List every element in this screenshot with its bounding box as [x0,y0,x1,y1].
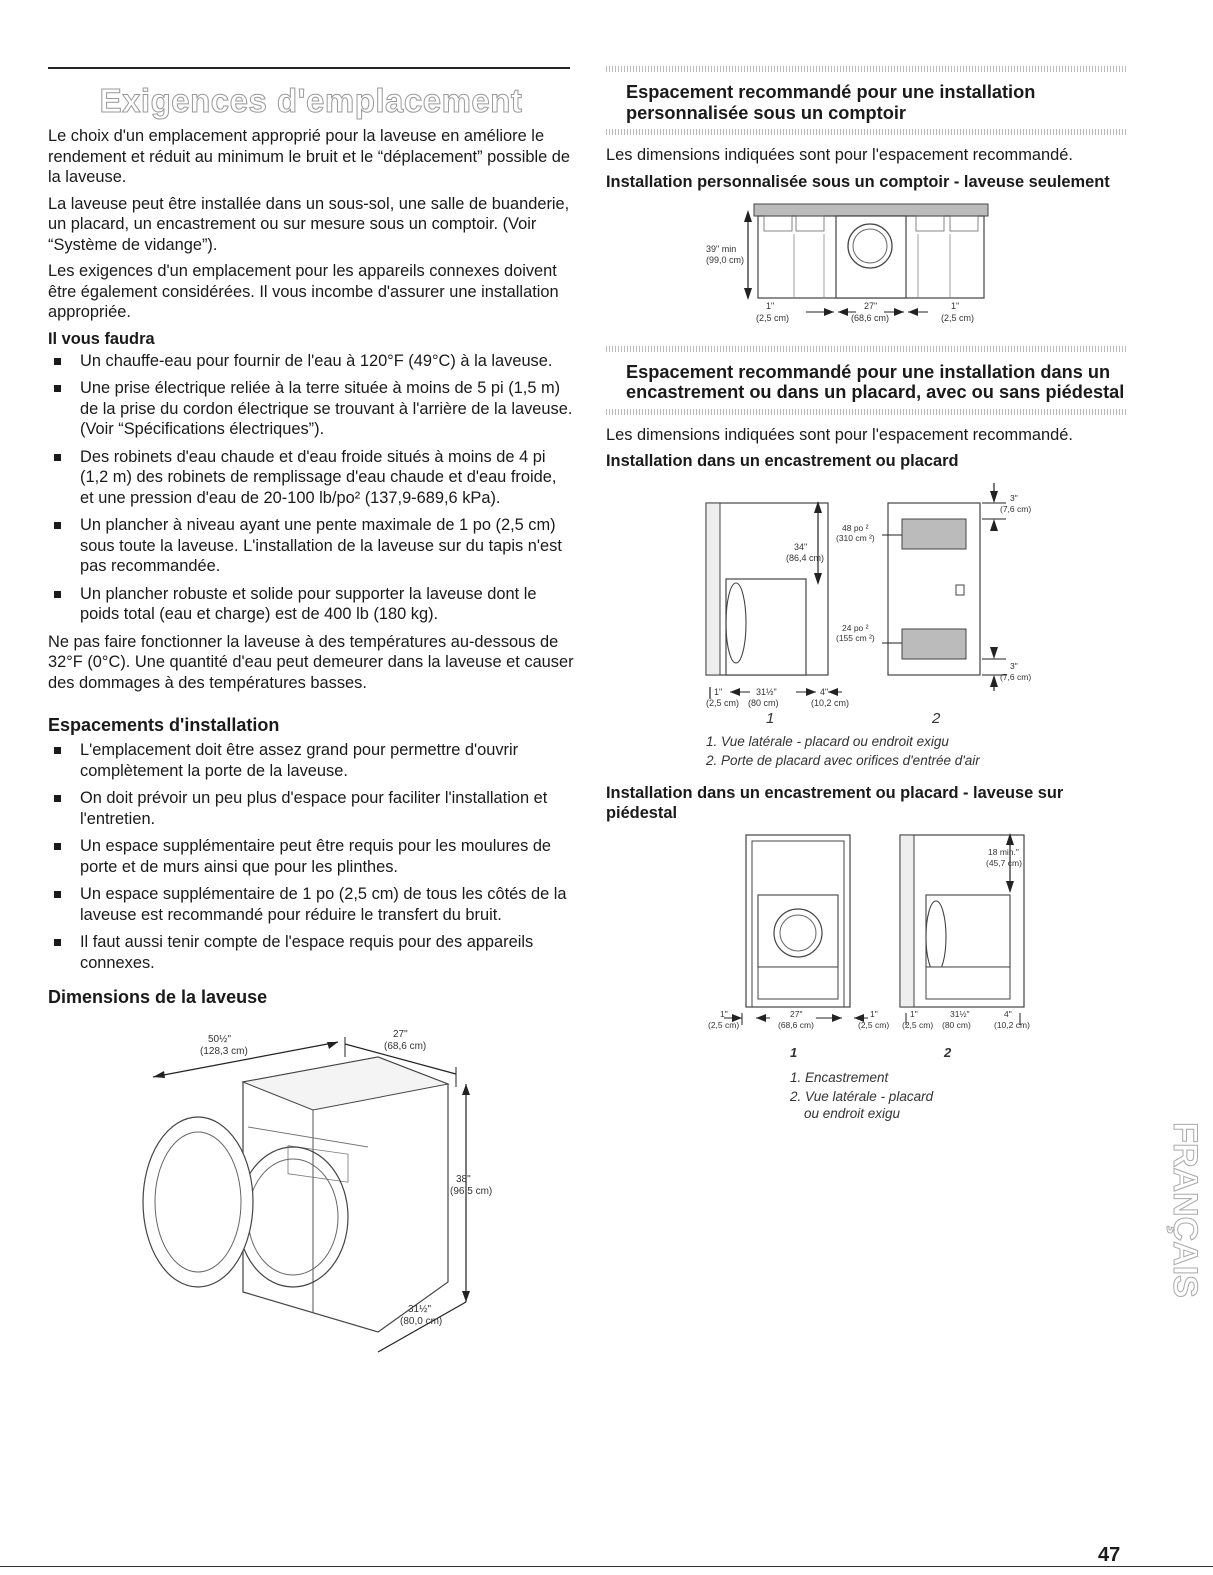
left-gap-cm-label: (2,5 cm) [708,1020,740,1030]
hatch-rule [606,129,1126,135]
list-item: Un plancher à niveau ayant une pente maximale de 1 po (2,5 cm) sous toute la laveuse. L'installation de la laveuse sur du tapis n'est pas recommandée. [48,515,574,577]
closet-diagram [606,473,1126,727]
width-cm-label: (68,6 cm) [384,1041,427,1052]
list-item: Un chauffe-eau pour fournir de l'eau à 120°F (49°C) à la laveuse. [48,351,574,372]
bottom-gap-label: 1" [714,687,723,697]
need-list [48,351,574,625]
figure-caption: 1. Vue latérale - placard ou endroit exigu [706,734,949,749]
hatch-rule [606,409,1126,415]
dimensions-note: Les dimensions indiquées sont pour l'espacement recommandé. [606,146,1073,164]
width-label: 27" [393,1029,408,1040]
height-label: 38" [456,1174,471,1185]
figure-caption: 2. Vue latérale - placard [790,1089,934,1104]
figure-label-2: 2 [932,710,941,727]
section-heading-closet: Espacement recommandé pour une installation dans un encastrement ou dans un placard, avec ou sans piédestal [626,361,1125,402]
left-gap-cm-label: (2,5 cm) [756,312,790,323]
side-depth-cm-label: (80 cm) [942,1020,971,1030]
need-heading: Il vous faudra [48,329,155,348]
right-gap-label: 1" [951,300,960,311]
dimensions-heading: Dimensions de la laveuse [48,987,268,1007]
washer-dimensions-diagram [48,1012,574,1342]
depth-open-cm-label: (128,3 cm) [200,1046,248,1057]
top-gap-cm-label: (7,6 cm) [1000,504,1032,514]
top-gap-cm-label: (45,7 cm) [986,858,1022,868]
figure-caption: 2. Porte de placard avec orifices d'entrée d'air [706,753,980,768]
height-label: 39" min [706,243,737,254]
right-column [606,66,1126,1122]
intro-paragraph: Les exigences d'un emplacement pour les appareils connexes doivent être également considérées. Il vous incombe d'assurer une installation appropriée. [48,262,559,321]
width-label: 27" [790,1009,803,1019]
left-column [48,66,574,1342]
bottom-depth-label: 31½" [756,687,777,697]
temperature-paragraph: Ne pas faire fonctionner la laveuse à des températures au-dessous de 32°F (0°C). Une quantité d'eau peut demeurer dans la laveuse et causer des dommages à des températures basses. [48,632,574,692]
right-gap-label: 1" [870,1009,878,1019]
subheading-closet: Installation dans un encastrement ou placard [606,452,959,470]
page-title: Exigences d'emplacement [99,82,523,119]
list-item: Il faut aussi tenir compte de l'espace requis pour des appareils connexes. [48,932,574,973]
depth-open-label: 50½" [208,1034,232,1045]
figure-label-1: 1 [790,1045,798,1060]
bottom-gap-cm-label: (2,5 cm) [706,698,740,708]
list-item: Des robinets d'eau chaude et d'eau froide situés à moins de 4 pi (1,2 m) des robinets de remplissage d'eau chaude et d'eau froide, et une pression d'eau de 20-100 lb/po² (137,9-689,6 kPa). [48,447,574,509]
language-side-tab [1142,1070,1204,1350]
width-label: 27" [864,300,878,311]
dimensions-note: Les dimensions indiquées sont pour l'espacement recommandé. [606,425,1073,444]
subheading-undercounter: Installation personnalisée sous un comptoir - laveuse seulement [606,172,1110,191]
right-gap-cm-label: (2,5 cm) [858,1020,890,1030]
side-rear-cm-label: (10,2 cm) [994,1020,1030,1030]
left-gap-label: 1" [720,1009,728,1019]
side-tab-text: FRANÇAIS [1166,1122,1204,1298]
pedestal-diagram [606,825,1126,1065]
vent-top-label: 48 po ² [842,523,869,533]
height-cm-label: (96,5 cm) [450,1186,493,1197]
vent-bottom-cm-label: (155 cm ²) [836,633,875,643]
list-item: Un espace supplémentaire de 1 po (2,5 cm) de tous les côtés de la laveuse est recommandé pour réduire le transfert du bruit. [48,884,574,925]
intro-paragraph: La laveuse peut être installée dans un sous-sol, une salle de buanderie, un placard, un encastrement ou sur mesure sous un comptoir. (Voir “Système de vidange”). [48,194,570,254]
list-item: Un espace supplémentaire peut être requis pour les moulures de porte et de murs ainsi que pour les plinthes. [48,836,574,877]
width-cm-label: (68,6 cm) [778,1020,814,1030]
side-height-label: 34" [794,542,808,552]
height-cm-label: (99,0 cm) [706,254,745,265]
list-item: Une prise électrique reliée à la terre située à moins de 5 pi (1,5 m) de la prise du cordon électrique se trouvant à l'arrière de la laveuse. (Voir “Spécifications électriques”). [48,378,574,440]
spacing-heading: Espacements d'installation [48,715,280,735]
side-rear-label: 4" [1004,1009,1012,1019]
width-cm-label: (68,6 cm) [851,312,890,323]
depth-cm-label: (80,0 cm) [400,1316,443,1327]
side-height-cm-label: (86,4 cm) [786,553,825,563]
bottom-gap-cm-label: (7,6 cm) [1000,672,1032,682]
bottom-gap-label: 3" [1010,661,1018,671]
spacing-list [48,740,574,973]
figure-caption: ou endroit exigu [804,1106,901,1121]
figure-label-2: 2 [944,1045,952,1060]
undercounter-diagram [606,194,1126,334]
side-gap-label: 1" [910,1009,918,1019]
bottom-rear-cm-label: (10,2 cm) [811,698,850,708]
vent-bottom-label: 24 po ² [842,623,869,633]
bottom-rule [0,1566,1213,1567]
right-gap-cm-label: (2,5 cm) [941,312,975,323]
hatch-rule [606,346,1126,352]
top-gap-label: 18 min." [988,847,1019,857]
hatch-rule [606,66,1126,72]
figure-label-1: 1 [766,710,775,727]
list-item: On doit prévoir un peu plus d'espace pour faciliter l'installation et l'entretien. [48,788,574,829]
depth-label: 31½" [408,1304,432,1315]
intro-paragraph: Le choix d'un emplacement approprié pour la laveuse en améliore le rendement et réduit au minimum le bruit et le “déplacement” possible de la laveuse. [48,127,571,186]
bottom-depth-cm-label: (80 cm) [748,698,779,708]
side-depth-label: 31½" [950,1009,970,1019]
top-gap-label: 3" [1010,493,1018,503]
page-number: 47 [1098,1544,1121,1566]
list-item: Un plancher robuste et solide pour supporter la laveuse dont le poids total (eau et charge) est de 400 lb (180 kg). [48,584,574,625]
list-item: L'emplacement doit être assez grand pour permettre d'ouvrir complètement la porte de la laveuse. [48,740,574,781]
side-gap-cm-label: (2,5 cm) [902,1020,934,1030]
vent-top-cm-label: (310 cm ²) [836,533,875,543]
subheading-pedestal: Installation dans un encastrement ou placard - laveuse sur piédestal [606,784,1064,822]
figure-caption: 1. Encastrement [790,1070,889,1085]
section-heading-undercounter: Espacement recommandé pour une installation personnalisée sous un comptoir [626,82,1036,123]
left-gap-label: 1" [766,300,775,311]
bottom-rear-label: 4" [820,687,829,697]
